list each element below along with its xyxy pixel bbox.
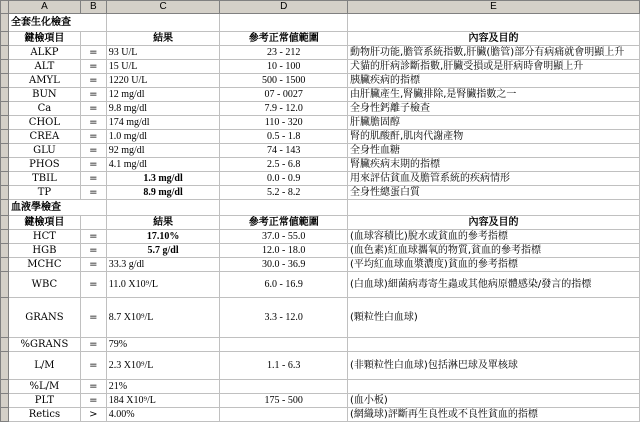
row-header[interactable] [1, 380, 9, 394]
table-row [1, 408, 640, 422]
operator[interactable]: = [80, 338, 106, 352]
operator[interactable]: = [80, 88, 106, 102]
test-name[interactable]: PLT [8, 394, 80, 408]
reference-range[interactable]: 30.0 - 36.9 [220, 258, 348, 272]
column-header-b[interactable]: B [80, 1, 106, 14]
row-header[interactable] [1, 172, 9, 186]
operator[interactable]: = [80, 272, 106, 298]
table-row [1, 74, 640, 88]
result-value[interactable]: 93 U/L [106, 46, 220, 60]
row-header[interactable] [1, 244, 9, 258]
operator[interactable]: = [80, 46, 106, 60]
row-header[interactable] [1, 14, 9, 32]
table-row [1, 46, 640, 60]
column-header-d[interactable]: D [220, 1, 348, 14]
row-header[interactable] [1, 272, 9, 298]
row-header[interactable] [1, 258, 9, 272]
result-value[interactable]: 9.8 mg/dl [106, 102, 220, 116]
description[interactable]: (平均紅血球血漿濃度)貧血的參考指標 [348, 258, 640, 272]
result-value[interactable]: 4.1 mg/dl [106, 158, 220, 172]
operator[interactable]: = [80, 244, 106, 258]
section-title[interactable]: 血液學檢查 [8, 200, 106, 216]
result-value[interactable]: 92 mg/dl [106, 144, 220, 158]
test-name[interactable]: BUN [8, 88, 80, 102]
result-value[interactable]: 21% [106, 380, 220, 394]
table-header-row [1, 216, 640, 230]
header-item[interactable]: 鍵檢項目 [8, 216, 80, 230]
table-header-row [1, 32, 640, 46]
table-row [1, 298, 640, 338]
result-value[interactable]: 33.3 g/dl [106, 258, 220, 272]
table-row [1, 102, 640, 116]
table-row [1, 338, 640, 352]
reference-range[interactable]: 07 - 0027 [220, 88, 348, 102]
test-name[interactable]: GRANS [8, 298, 80, 338]
cell[interactable] [106, 14, 220, 32]
result-value[interactable]: 8.9 mg/dl [106, 186, 220, 200]
table-row [1, 258, 640, 272]
row-header[interactable] [1, 88, 9, 102]
description[interactable] [348, 380, 640, 394]
reference-range[interactable]: 7.9 - 12.0 [220, 102, 348, 116]
cell[interactable] [80, 216, 106, 230]
table-row [1, 244, 640, 258]
reference-range[interactable]: 2.5 - 6.8 [220, 158, 348, 172]
description[interactable]: 腎的肌酸酐,肌肉代謝產物 [348, 130, 640, 144]
operator[interactable]: = [80, 60, 106, 74]
test-name[interactable]: Ca [8, 102, 80, 116]
column-header-row [1, 1, 640, 14]
result-value[interactable]: 174 mg/dl [106, 116, 220, 130]
table-row [1, 394, 640, 408]
test-name[interactable]: TBIL [8, 172, 80, 186]
table-row [1, 380, 640, 394]
reference-range[interactable]: 37.0 - 55.0 [220, 230, 348, 244]
description[interactable]: 全身性鈣離子檢查 [348, 102, 640, 116]
operator[interactable]: = [80, 158, 106, 172]
test-name[interactable]: ALT [8, 60, 80, 74]
test-name[interactable]: %GRANS [8, 338, 80, 352]
operator[interactable]: = [80, 352, 106, 380]
test-name[interactable]: GLU [8, 144, 80, 158]
row-header[interactable] [1, 102, 9, 116]
header-description[interactable]: 內容及目的 [348, 216, 640, 230]
reference-range[interactable]: 12.0 - 18.0 [220, 244, 348, 258]
row-header[interactable] [1, 32, 9, 46]
operator[interactable]: = [80, 116, 106, 130]
row-header[interactable] [1, 186, 9, 200]
result-value[interactable]: 4.00% [106, 408, 220, 422]
section-title-row [1, 14, 640, 32]
operator[interactable]: = [80, 172, 106, 186]
operator[interactable]: = [80, 130, 106, 144]
row-header[interactable] [1, 216, 9, 230]
description[interactable]: (顆粒性白血球) [348, 298, 640, 338]
table-row [1, 60, 640, 74]
description[interactable]: (血色素)紅血球攜氧的物質,貧血的參考指標 [348, 244, 640, 258]
result-value[interactable]: 11.0 X10⁹/L [106, 272, 220, 298]
table-row [1, 172, 640, 186]
row-header[interactable] [1, 230, 9, 244]
header-item[interactable]: 鍵檢項目 [8, 32, 80, 46]
section-title[interactable]: 全套生化檢查 [8, 14, 106, 32]
table-row [1, 130, 640, 144]
row-header[interactable] [1, 200, 9, 216]
row-header[interactable] [1, 144, 9, 158]
row-header[interactable] [1, 338, 9, 352]
test-name[interactable]: HCT [8, 230, 80, 244]
description[interactable]: (血球容積比)脫水或貧血的參考指標 [348, 230, 640, 244]
operator[interactable]: = [80, 186, 106, 200]
reference-range[interactable]: 23 - 212 [220, 46, 348, 60]
row-header[interactable] [1, 74, 9, 88]
operator[interactable]: = [80, 380, 106, 394]
test-name[interactable]: TP [8, 186, 80, 200]
description[interactable]: (血小板) [348, 394, 640, 408]
header-result[interactable]: 結果 [106, 32, 220, 46]
result-value[interactable]: 12 mg/dl [106, 88, 220, 102]
table-row [1, 230, 640, 244]
header-reference[interactable]: 參考正常値範圍 [220, 32, 348, 46]
description[interactable]: 腎臟疾病末期的指標 [348, 158, 640, 172]
result-value[interactable]: 17.10% [106, 230, 220, 244]
reference-range[interactable]: 0.5 - 1.8 [220, 130, 348, 144]
test-name[interactable]: ALKP [8, 46, 80, 60]
test-name[interactable]: MCHC [8, 258, 80, 272]
description[interactable]: (白血球)細菌病毒寄生蟲或其他病原體感染/發言的指標 [348, 272, 640, 298]
operator[interactable]: = [80, 258, 106, 272]
description[interactable]: 全身性血糖 [348, 144, 640, 158]
reference-range[interactable]: 5.2 - 8.2 [220, 186, 348, 200]
result-value[interactable]: 184 X10⁹/L [106, 394, 220, 408]
row-header[interactable] [1, 130, 9, 144]
cell[interactable] [348, 200, 640, 216]
reference-range[interactable]: 110 - 320 [220, 116, 348, 130]
reference-range[interactable]: 500 - 1500 [220, 74, 348, 88]
row-header[interactable] [1, 60, 9, 74]
column-header-c[interactable]: C [106, 1, 220, 14]
test-name[interactable]: CHOL [8, 116, 80, 130]
description[interactable]: 犬貓的肝病診斷指數,肝臟受損或是肝病時會明顯上升 [348, 60, 640, 74]
cell[interactable] [106, 200, 220, 216]
test-name[interactable]: L/M [8, 352, 80, 380]
cell[interactable] [348, 14, 640, 32]
operator[interactable]: = [80, 74, 106, 88]
cell[interactable] [80, 32, 106, 46]
table-row [1, 158, 640, 172]
reference-range[interactable]: 175 - 500 [220, 394, 348, 408]
select-all-corner[interactable] [1, 1, 9, 14]
test-name[interactable]: %L/M [8, 380, 80, 394]
table-row [1, 144, 640, 158]
reference-range[interactable]: 0.0 - 0.9 [220, 172, 348, 186]
operator[interactable]: = [80, 298, 106, 338]
description[interactable]: 肝臟膽固醇 [348, 116, 640, 130]
cell[interactable] [220, 200, 348, 216]
test-name[interactable]: AMYL [8, 74, 80, 88]
test-name[interactable]: PHOS [8, 158, 80, 172]
reference-range[interactable]: 1.1 - 6.3 [220, 352, 348, 380]
result-value[interactable]: 1.0 mg/dl [106, 130, 220, 144]
column-header-a[interactable]: A [8, 1, 80, 14]
test-name[interactable]: CREA [8, 130, 80, 144]
row-header[interactable] [1, 352, 9, 380]
column-header-e[interactable]: E [348, 1, 640, 14]
reference-range[interactable]: 6.0 - 16.9 [220, 272, 348, 298]
test-name[interactable]: HGB [8, 244, 80, 258]
result-value[interactable]: 1220 U/L [106, 74, 220, 88]
section-title-row [1, 200, 640, 216]
table-row [1, 116, 640, 130]
table-row [1, 352, 640, 380]
operator[interactable]: = [80, 230, 106, 244]
operator[interactable]: > [80, 408, 106, 422]
header-result[interactable]: 結果 [106, 216, 220, 230]
operator[interactable]: = [80, 394, 106, 408]
header-reference[interactable]: 參考正常値範圍 [220, 216, 348, 230]
reference-range[interactable] [220, 338, 348, 352]
test-name[interactable]: Retics [8, 408, 80, 422]
table-row [1, 88, 640, 102]
description[interactable]: 全身性總蛋白質 [348, 186, 640, 200]
description[interactable]: 用來評估貧血及膽管系統的疾病情形 [348, 172, 640, 186]
description[interactable] [348, 338, 640, 352]
result-value[interactable]: 15 U/L [106, 60, 220, 74]
result-value[interactable]: 79% [106, 338, 220, 352]
table-row [1, 186, 640, 200]
test-name[interactable]: WBC [8, 272, 80, 298]
description[interactable]: (非顆粒性白血球)包括淋巴球及單核球 [348, 352, 640, 380]
operator[interactable]: = [80, 102, 106, 116]
row-header[interactable] [1, 298, 9, 338]
reference-range[interactable]: 74 - 143 [220, 144, 348, 158]
reference-range[interactable] [220, 380, 348, 394]
reference-range[interactable] [220, 408, 348, 422]
table-row [1, 272, 640, 298]
row-header[interactable] [1, 158, 9, 172]
description[interactable]: (網織球)評斷再生良性或不良性貧血的指標 [348, 408, 640, 422]
reference-range[interactable]: 10 - 100 [220, 60, 348, 74]
result-value[interactable]: 8.7 X10⁹/L [106, 298, 220, 338]
row-header[interactable] [1, 46, 9, 60]
result-value[interactable]: 1.3 mg/dl [106, 172, 220, 186]
row-header[interactable] [1, 394, 9, 408]
result-value[interactable]: 5.7 g/dl [106, 244, 220, 258]
header-description[interactable]: 內容及目的 [348, 32, 640, 46]
cell[interactable] [220, 14, 348, 32]
operator[interactable]: = [80, 144, 106, 158]
result-value[interactable]: 2.3 X10⁹/L [106, 352, 220, 380]
description[interactable]: 由肝臟產生,腎臟排除,是腎臟指數之一 [348, 88, 640, 102]
row-header[interactable] [1, 116, 9, 130]
description[interactable]: 動物肝功能,膽管系統指數,肝臟(膽管)部分有病痛就會明顯上升 [348, 46, 640, 60]
reference-range[interactable]: 3.3 - 12.0 [220, 298, 348, 338]
row-header[interactable] [1, 408, 9, 422]
description[interactable]: 胰臟疾病的指標 [348, 74, 640, 88]
